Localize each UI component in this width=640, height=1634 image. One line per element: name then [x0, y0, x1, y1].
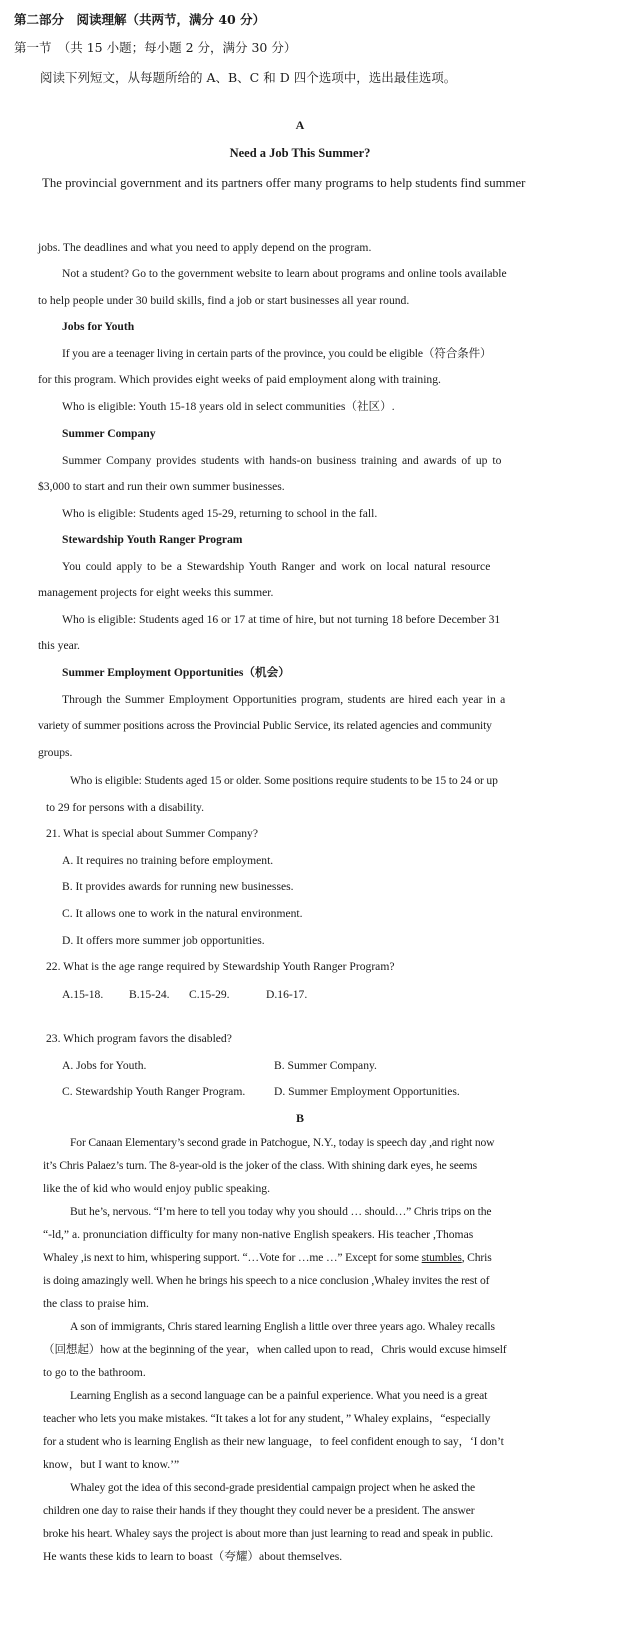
paragraph-line: Through the Summer Employment Opportunities program, students are hired each year in a	[62, 693, 506, 706]
paragraph-line: like the of kid who would enjoy public speaking.	[43, 1182, 271, 1195]
question-21-option-d[interactable]: D. It offers more summer job opportunities.	[62, 934, 265, 947]
question-23-option-b[interactable]: B. Summer Company.	[274, 1059, 377, 1072]
paragraph-line: for a student who is learning English as their new language，to feel confident enough to say，‘I don’t	[43, 1435, 504, 1448]
paragraph-line: For Canaan Elementary’s second grade in Patchogue, N.Y., today is speech day ,and right now	[70, 1136, 495, 1149]
paragraph-line: teacher who lets you make mistakes. “It takes a lot for any student，” Whaley explains，“especially	[43, 1412, 491, 1425]
program-heading: Jobs for Youth	[62, 320, 135, 333]
question-23-option-a[interactable]: A. Jobs for Youth.	[62, 1059, 147, 1072]
question-23-option-d[interactable]: D. Summer Employment Opportunities.	[274, 1085, 460, 1098]
eligibility-line: Who is eligible: Youth 15-18 years old in select communities（社区）.	[62, 400, 395, 413]
paragraph-line: “-ld,” a. pronunciation difficulty for many non-native English speakers. His teacher ,Thomas	[43, 1228, 474, 1241]
question-21-option-a[interactable]: A. It requires no training before employment.	[62, 854, 274, 867]
question-22-option-a[interactable]: A.15-18.	[62, 988, 104, 1001]
paragraph-line: is doing amazingly well. When he brings his speech to a nice conclusion ,Whaley invites the rest of	[43, 1274, 490, 1287]
paragraph-line: for this program. Which provides eight weeks of paid employment along with training.	[38, 373, 441, 386]
paragraph-line: it’s Chris Palaez’s turn. The 8-year-old is the joker of the class. With shining dark eyes, he seems	[43, 1159, 477, 1172]
passage-a-letter: A	[295, 118, 305, 132]
question-22-option-c[interactable]: C.15-29.	[189, 988, 230, 1001]
paragraph-line: $3,000 to start and run their own summer businesses.	[38, 480, 285, 493]
question-22-option-b[interactable]: B.15-24.	[129, 988, 170, 1001]
paragraph-line: management projects for eight weeks this summer.	[38, 586, 274, 599]
question-23-stem: 23. Which program favors the disabled?	[46, 1032, 232, 1045]
paragraph-line: You could apply to be a Stewardship Youth Ranger and work on local natural resource	[62, 560, 491, 573]
question-23-option-c[interactable]: C. Stewardship Youth Ranger Program.	[62, 1085, 246, 1098]
paragraph-line: children one day to raise their hands if they thought they could never be a president. The answer	[43, 1504, 475, 1517]
text-run: Whaley ,is next to him, whispering support. “…Vote for …me …” Except for some	[43, 1251, 422, 1264]
program-heading: Summer Company	[62, 427, 156, 440]
eligibility-line: Who is eligible: Students aged 15 or older. Some positions require students to be 15 to 24 or up	[70, 774, 498, 787]
question-22-stem: 22. What is the age range required by Stewardship Youth Ranger Program?	[46, 960, 395, 973]
question-21-option-b[interactable]: B. It provides awards for running new businesses.	[62, 880, 294, 893]
paragraph-line: the class to praise him.	[43, 1297, 149, 1310]
paragraph-line: broke his heart. Whaley says the project is about more than just learning to read and speak in public.	[43, 1527, 494, 1540]
paragraph-line: But he’s, nervous. “I’m here to tell you today why you should … should…” Chris trips on the	[70, 1205, 492, 1218]
paragraph-line: （回想起）how at the beginning of the year，when called upon to read，Chris would excuse himself	[43, 1343, 507, 1356]
paragraph-line	[43, 1251, 492, 1265]
paragraph-line: If you are a teenager living in certain parts of the province, you could be eligible（符合条件）	[62, 347, 492, 360]
paragraph-line: jobs. The deadlines and what you need to apply depend on the program.	[38, 241, 372, 254]
paragraph-line: to go to the bathroom.	[43, 1366, 146, 1379]
section-heading: 第一节 （共 15 小题；每小题 2 分，满分 30 分）	[14, 40, 297, 55]
paragraph-line: Summer Company provides students with hands-on business training and awards of up to	[62, 454, 502, 467]
passage-a-intro: The provincial government and its partners offer many programs to help students find summer	[42, 176, 526, 190]
paragraph-line: know，but I want to know.’”	[43, 1458, 180, 1471]
eligibility-line: Who is eligible: Students aged 16 or 17 at time of hire, but not turning 18 before December 31	[62, 613, 501, 626]
paragraph-line: Not a student? Go to the government website to learn about programs and online tools available	[62, 267, 507, 280]
instruction: 阅读下列短文，从每题所给的 A、B、C 和 D 四个选项中，选出最佳选项。	[40, 70, 457, 85]
program-heading: Summer Employment Opportunities（机会）	[62, 666, 290, 679]
question-21-stem: 21. What is special about Summer Company?	[46, 827, 258, 840]
paragraph-line: Whaley got the idea of this second-grade presidential campaign project when he asked the	[70, 1481, 475, 1494]
paragraph-line: He wants these kids to learn to boast（夸耀）about themselves.	[43, 1550, 343, 1563]
paragraph-line: variety of summer positions across the Provincial Public Service, its related agencies and community	[38, 719, 492, 732]
paragraph-line: Learning English as a second language can be a painful experience. What you need is a great	[70, 1389, 488, 1402]
passage-b-letter: B	[295, 1111, 304, 1125]
paragraph-line: to 29 for persons with a disability.	[46, 801, 204, 814]
eligibility-line: Who is eligible: Students aged 15-29, returning to school in the fall.	[62, 507, 378, 520]
paragraph-line: to help people under 30 build skills, find a job or start businesses all year round.	[38, 294, 410, 307]
paragraph-line: this year.	[38, 639, 80, 652]
question-22-option-d[interactable]: D.16-17.	[266, 988, 308, 1001]
paragraph-line: groups.	[38, 746, 73, 759]
part-heading: 第二部分 阅读理解（共两节，满分 40 分）	[14, 12, 266, 27]
passage-a-title: Need a Job This Summer?	[229, 146, 371, 160]
program-heading: Stewardship Youth Ranger Program	[62, 533, 243, 546]
paragraph-line: A son of immigrants, Chris stared learning English a little over three years ago. Whaley recalls	[70, 1320, 495, 1333]
question-21-option-c[interactable]: C. It allows one to work in the natural environment.	[62, 907, 303, 920]
text-run: , Chris	[461, 1251, 492, 1264]
underlined-word-stumbles: stumbles	[421, 1251, 462, 1264]
